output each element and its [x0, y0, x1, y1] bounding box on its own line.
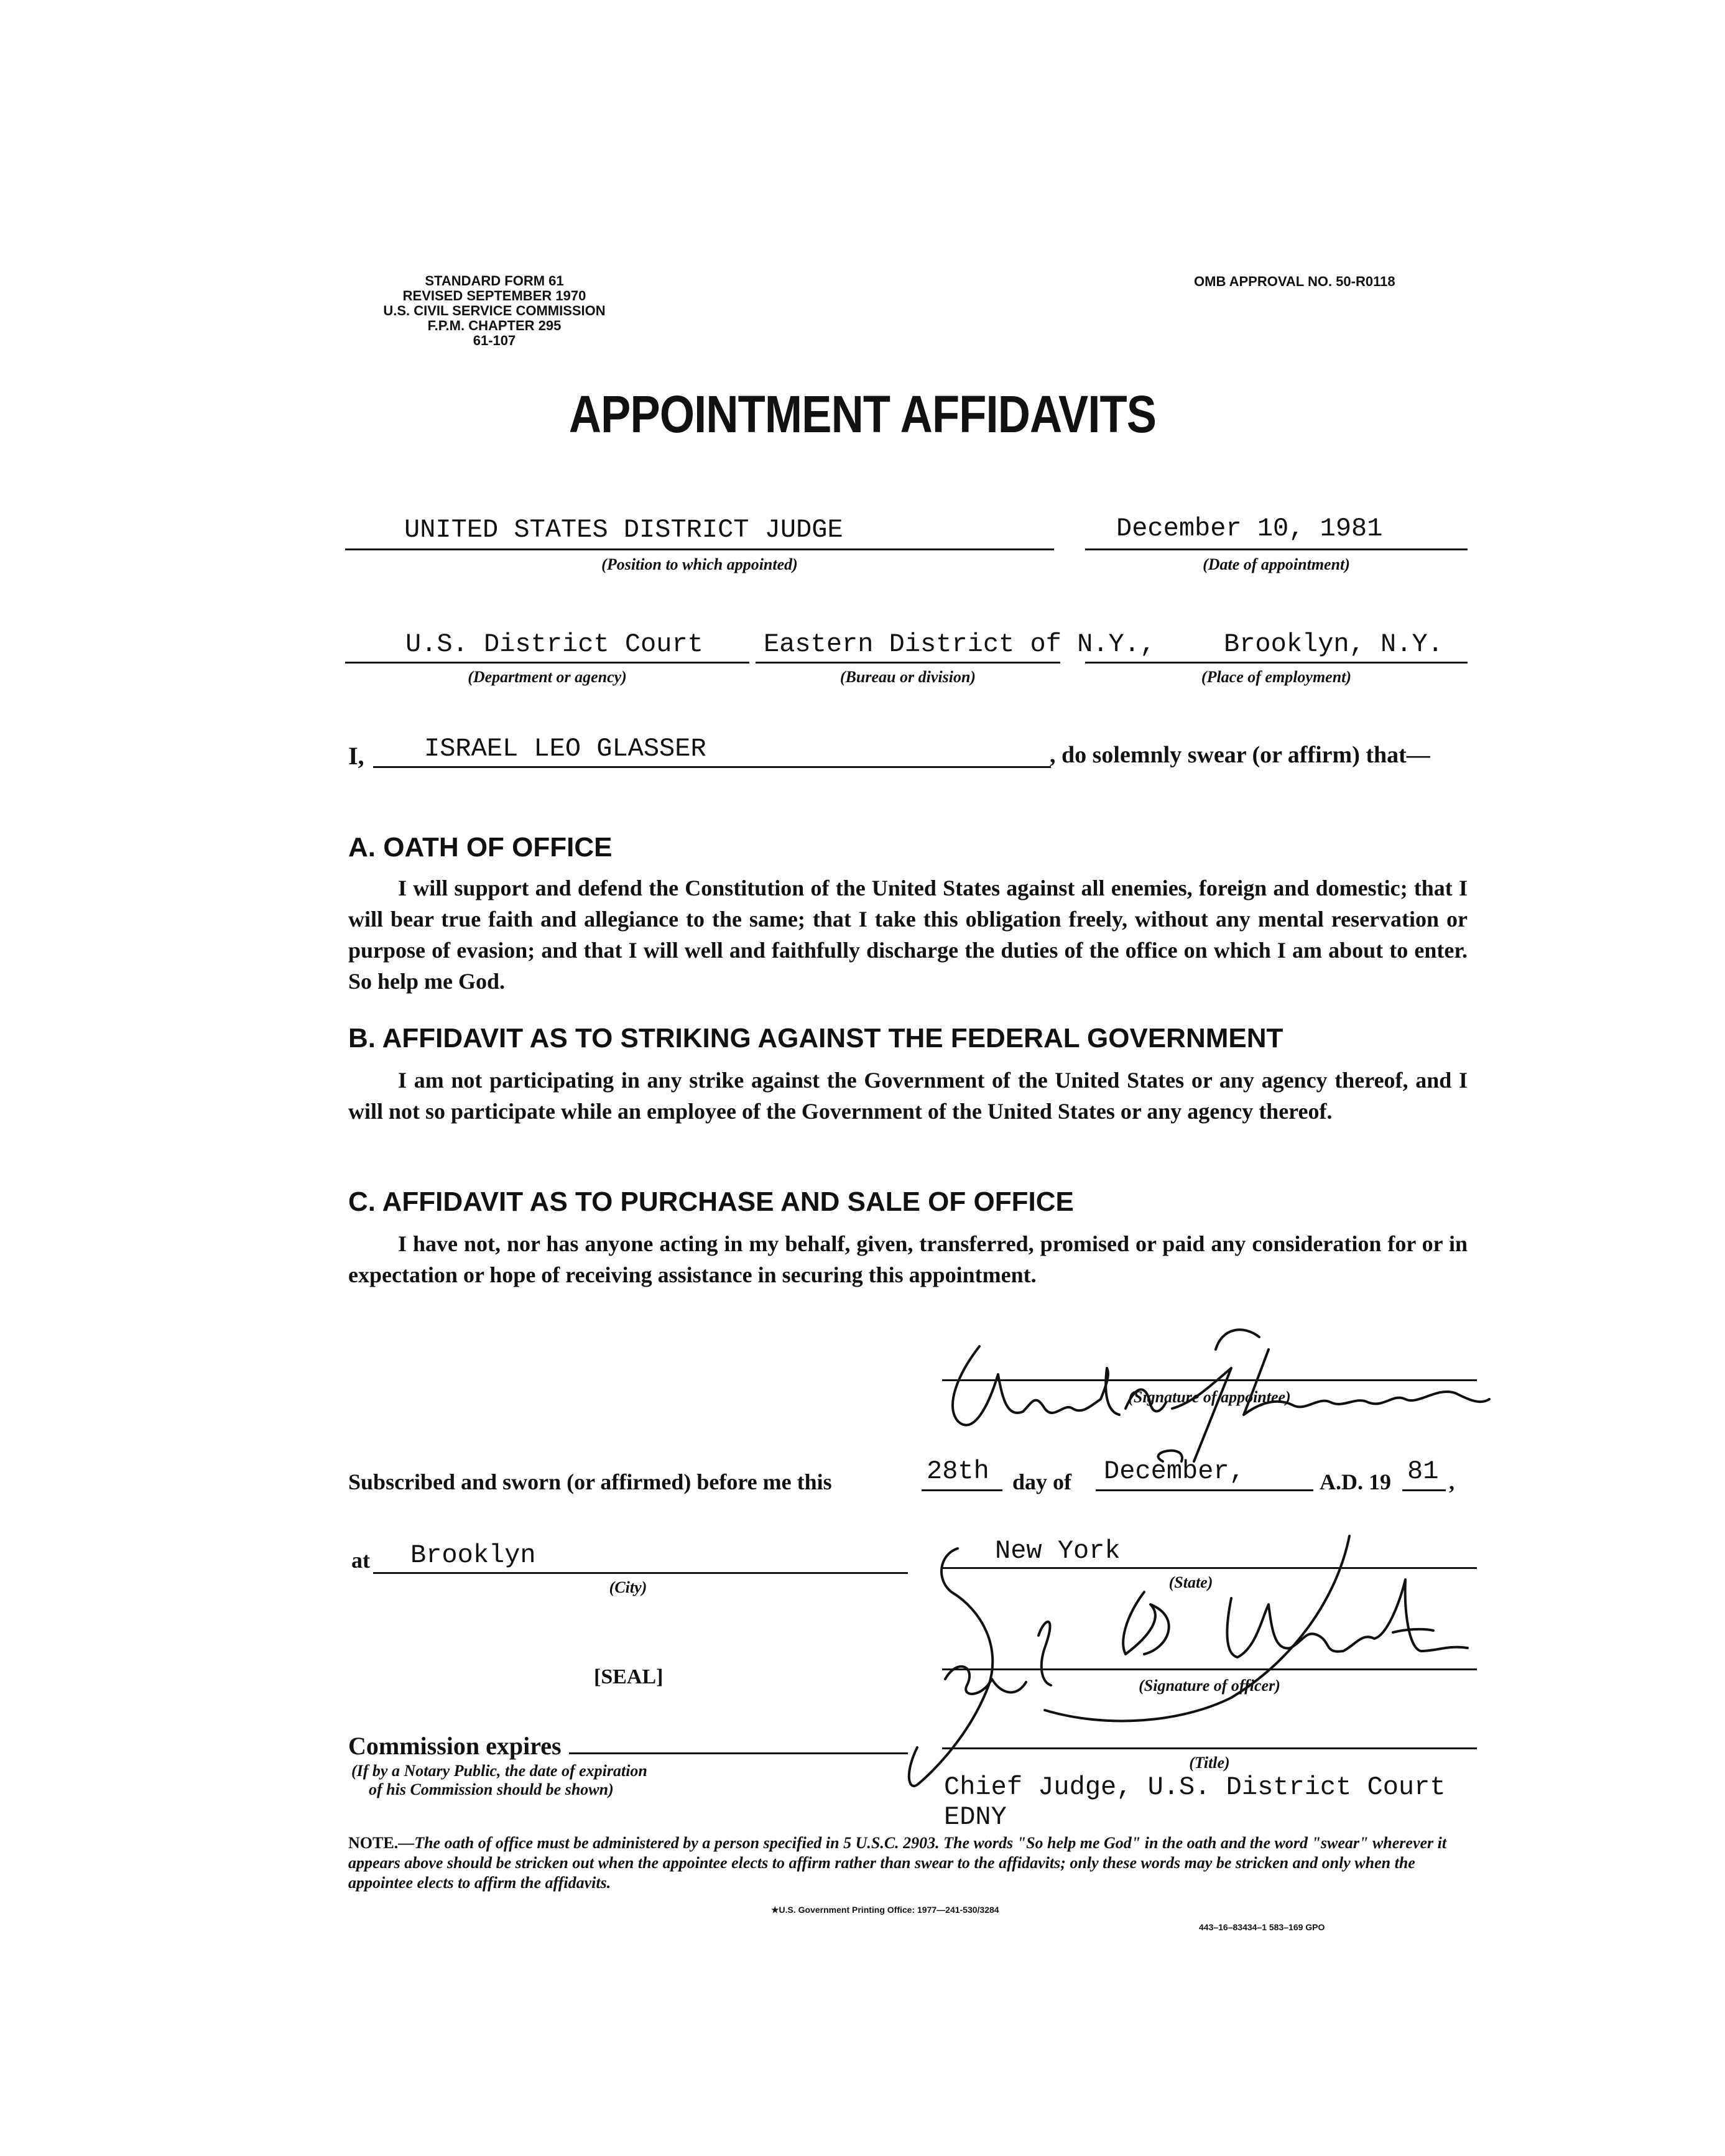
city-value: Brooklyn [410, 1540, 536, 1570]
position-caption: (Position to which appointed) [601, 555, 798, 573]
bureau-caption: (Bureau or division) [839, 668, 976, 686]
officer-title-line1: Chief Judge, U.S. District Court [944, 1772, 1446, 1802]
officer-title-line2: EDNY [944, 1802, 1007, 1832]
section-c-text: I have not, nor has anyone acting in my behalf, given, transferred, promised or paid any consideration for or in expectation or hope of receiving assistance in securing this appointment. [348, 1231, 1468, 1287]
section-a-text: I will support and defend the Constitution of the United States against all enemies, foreign and domestic; that I will bear true faith and allegiance to the same; that I take this obligation freely, without any mental reservation or purpose of evasion; and that I will well and faithfully discharge the duties of the office on which I am about to enter. So help me God. [348, 876, 1468, 994]
date-caption: (Date of appointment) [1203, 555, 1350, 573]
omb-approval: OMB APPROVAL NO. 50-R0118 [1194, 274, 1395, 289]
commission-note-line: (If by a Notary Public, the date of expiration [351, 1762, 647, 1780]
footnote-lead: NOTE.— [348, 1834, 415, 1852]
form-identifier-line: 61-107 [473, 333, 516, 348]
footnote-text: The oath of office must be administered by a person specified in 5 U.S.C. 2903. The words "So help me God" in the oath and the word "swear" wherever it appears above should be stricken out when the appointee elects to affirm rather than swear to the affidavits; only these words may be stricken and only when the appointee elects to affirm the affidavits. [348, 1834, 1447, 1892]
at-label: at [351, 1548, 370, 1573]
appointee-signature-caption: (Signature of appointee) [1128, 1388, 1291, 1406]
form-codes-footer: 443–16–83434–1 583–169 GPO [1199, 1922, 1325, 1932]
form-identifier-line: STANDARD FORM 61 [425, 273, 564, 289]
place-value: Brooklyn, N.Y. [1224, 629, 1443, 659]
bureau-value: Eastern District of N.Y., [764, 629, 1156, 659]
officer-signature-caption: (Signature of officer) [1139, 1677, 1280, 1695]
city-line [373, 1572, 908, 1574]
appointee-signature-line [942, 1379, 1477, 1381]
state-caption: (State) [1168, 1573, 1213, 1591]
form-identifier-line: REVISED SEPTEMBER 1970 [402, 288, 586, 303]
page-title: APPOINTMENT AFFIDAVITS [568, 385, 1157, 443]
commission-expires-label: Commission expires [348, 1732, 562, 1760]
department-value: U.S. District Court [405, 629, 703, 659]
department-line [345, 662, 749, 664]
date-line [1085, 548, 1468, 550]
footnote [348, 1833, 1480, 1893]
section-b-text: I am not participating in any strike against the Government of the United States or any agency thereof, and I will not so participate while an employee of the Government of the United States or any agency thereof. [348, 1068, 1468, 1124]
subscribed-year: 81 [1407, 1456, 1439, 1486]
commission-expires-line [569, 1752, 908, 1754]
seal-label: [SEAL] [594, 1665, 664, 1688]
commission-note [351, 1762, 647, 1799]
officer-signature-line [942, 1668, 1477, 1670]
place-caption: (Place of employment) [1201, 668, 1352, 686]
oath-intro-prefix: I, [348, 742, 364, 770]
place-line [1085, 662, 1468, 664]
subscribed-month-line [1096, 1489, 1313, 1491]
position-line [345, 548, 1054, 550]
city-caption: (City) [609, 1578, 647, 1596]
subscribed-day: 28th [927, 1456, 989, 1486]
title-caption: (Title) [1189, 1754, 1230, 1772]
appointee-name-line [373, 766, 1051, 768]
state-value: New York [995, 1536, 1121, 1566]
subscribed-prefix: Subscribed and sworn (or affirmed) before me this [348, 1469, 832, 1494]
appointee-name: ISRAEL LEO GLASSER [424, 734, 706, 764]
form-identifier-line: F.P.M. CHAPTER 295 [427, 318, 562, 333]
bureau-line [756, 662, 1060, 664]
subscribed-day-of: day of [1012, 1469, 1072, 1494]
section-a-heading: A. OATH OF OFFICE [348, 832, 613, 863]
form-identifier-line: U.S. CIVIL SERVICE COMMISSION [383, 303, 606, 318]
subscribed-day-line [922, 1489, 1002, 1491]
form-identifier [345, 274, 644, 348]
position-value: UNITED STATES DISTRICT JUDGE [404, 515, 843, 545]
subscribed-comma: , [1449, 1469, 1454, 1494]
title-line [942, 1747, 1477, 1749]
appointee-signature-image [920, 1275, 1530, 1474]
subscribed-month: December, [1104, 1456, 1245, 1486]
department-caption: (Department or agency) [468, 668, 627, 686]
appointment-date-value: December 10, 1981 [1116, 514, 1383, 544]
subscribed-year-line [1402, 1489, 1446, 1491]
section-c-heading: C. AFFIDAVIT AS TO PURCHASE AND SALE OF OFFICE [348, 1187, 1074, 1217]
printing-office-footer: ★U.S. Government Printing Office: 1977—241-530/3284 [771, 1905, 999, 1915]
oath-intro-suffix: , do solemnly swear (or affirm) that— [1050, 742, 1430, 768]
section-b-heading: B. AFFIDAVIT AS TO STRIKING AGAINST THE FEDERAL GOVERNMENT [348, 1023, 1283, 1053]
commission-note-line: of his Commission should be shown) [369, 1780, 614, 1798]
subscribed-ad: A.D. 19 [1320, 1469, 1391, 1494]
